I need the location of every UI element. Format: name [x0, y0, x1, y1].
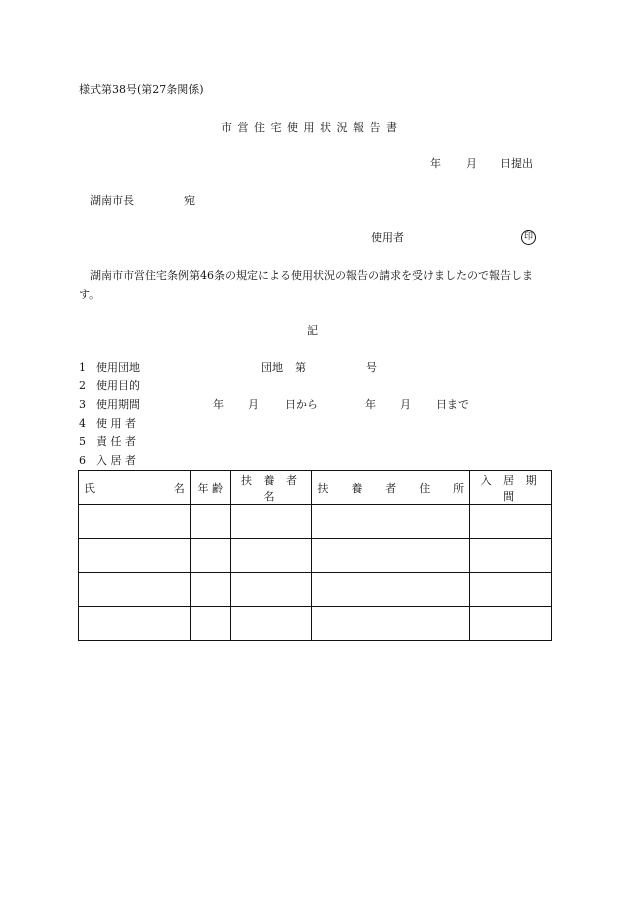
item-3-year-to: 年 — [365, 398, 376, 411]
cell-dependent-name[interactable] — [230, 539, 312, 573]
item-6-number: 6 — [79, 454, 86, 467]
item-1-go: 号 — [366, 361, 377, 374]
item-1-dai: 第 — [295, 361, 306, 374]
table-row — [79, 505, 552, 539]
seal-mark: 印 — [521, 230, 536, 245]
header-addr-char: 所 — [453, 481, 465, 495]
item-5-label: 責 任 者 — [96, 435, 136, 448]
item-3-month-to: 月 — [400, 398, 411, 411]
cell-dependent-name[interactable] — [230, 573, 312, 607]
item-6-label: 入 居 者 — [96, 454, 136, 467]
cell-age[interactable] — [190, 539, 230, 573]
cell-dependent-address[interactable] — [312, 539, 470, 573]
table-row — [79, 607, 552, 641]
item-1-danchi: 団地 — [261, 361, 283, 374]
table-row — [79, 539, 552, 573]
cell-dependent-name[interactable] — [230, 607, 312, 641]
header-occupancy-period: 入 居 期 間 — [470, 471, 552, 505]
header-addr-char: 扶 — [317, 481, 329, 495]
table-row — [79, 573, 552, 607]
cell-name[interactable] — [79, 505, 191, 539]
item-3-day-from: 日から — [285, 398, 318, 411]
header-name-second: 名 — [173, 481, 185, 495]
cell-name[interactable] — [79, 607, 191, 641]
item-4-number: 4 — [79, 417, 86, 430]
cell-dependent-address[interactable] — [312, 573, 470, 607]
table-header-row — [79, 471, 552, 505]
cell-age[interactable] — [190, 607, 230, 641]
item-2-label: 使用目的 — [96, 379, 140, 392]
cell-dependent-address[interactable] — [312, 505, 470, 539]
date-year-label: 年 — [430, 157, 441, 170]
cell-occupancy-period[interactable] — [470, 539, 552, 573]
item-1-number: 1 — [79, 361, 86, 374]
header-dependent-name: 扶 養 者 名 — [230, 471, 312, 505]
cell-age[interactable] — [190, 505, 230, 539]
form-number: 様式第38号(第27条関係) — [79, 83, 204, 96]
cell-dependent-address[interactable] — [312, 607, 470, 641]
cell-age[interactable] — [190, 573, 230, 607]
header-addr-char: 者 — [385, 481, 397, 495]
addressee-suffix: 宛 — [184, 194, 195, 207]
cell-occupancy-period[interactable] — [470, 573, 552, 607]
date-submitted-label: 日提出 — [500, 157, 533, 170]
item-3-number: 3 — [79, 398, 86, 411]
item-3-month-from: 月 — [248, 398, 259, 411]
header-addr-char: 住 — [419, 481, 431, 495]
item-3-label: 使用期間 — [96, 398, 140, 411]
ki-heading: 記 — [307, 324, 318, 337]
header-name — [79, 471, 191, 505]
header-dependent-address — [312, 471, 470, 505]
document-title: 市 営 住 宅 使 用 状 況 報 告 書 — [221, 121, 398, 134]
item-4-label: 使 用 者 — [96, 417, 136, 430]
item-3-day-to: 日まで — [436, 398, 469, 411]
cell-occupancy-period[interactable] — [470, 607, 552, 641]
item-2-number: 2 — [79, 379, 86, 392]
header-name-first: 氏 — [84, 481, 95, 495]
user-label: 使用者 — [371, 231, 404, 244]
cell-name[interactable] — [79, 573, 191, 607]
cell-dependent-name[interactable] — [230, 505, 312, 539]
item-1-label: 使用団地 — [96, 361, 140, 374]
item-3-year-from: 年 — [213, 398, 224, 411]
body-text: 湖南市市営住宅条例第46条の規定による使用状況の報告の請求を受けましたので報告します。 — [79, 269, 533, 301]
header-addr-char: 養 — [351, 481, 363, 495]
date-month-label: 月 — [466, 157, 477, 170]
addressee-name: 湖南市長 — [90, 194, 134, 207]
header-age: 年 齢 — [190, 471, 230, 505]
occupant-table — [78, 470, 552, 641]
cell-occupancy-period[interactable] — [470, 505, 552, 539]
cell-name[interactable] — [79, 539, 191, 573]
item-5-number: 5 — [79, 435, 86, 448]
